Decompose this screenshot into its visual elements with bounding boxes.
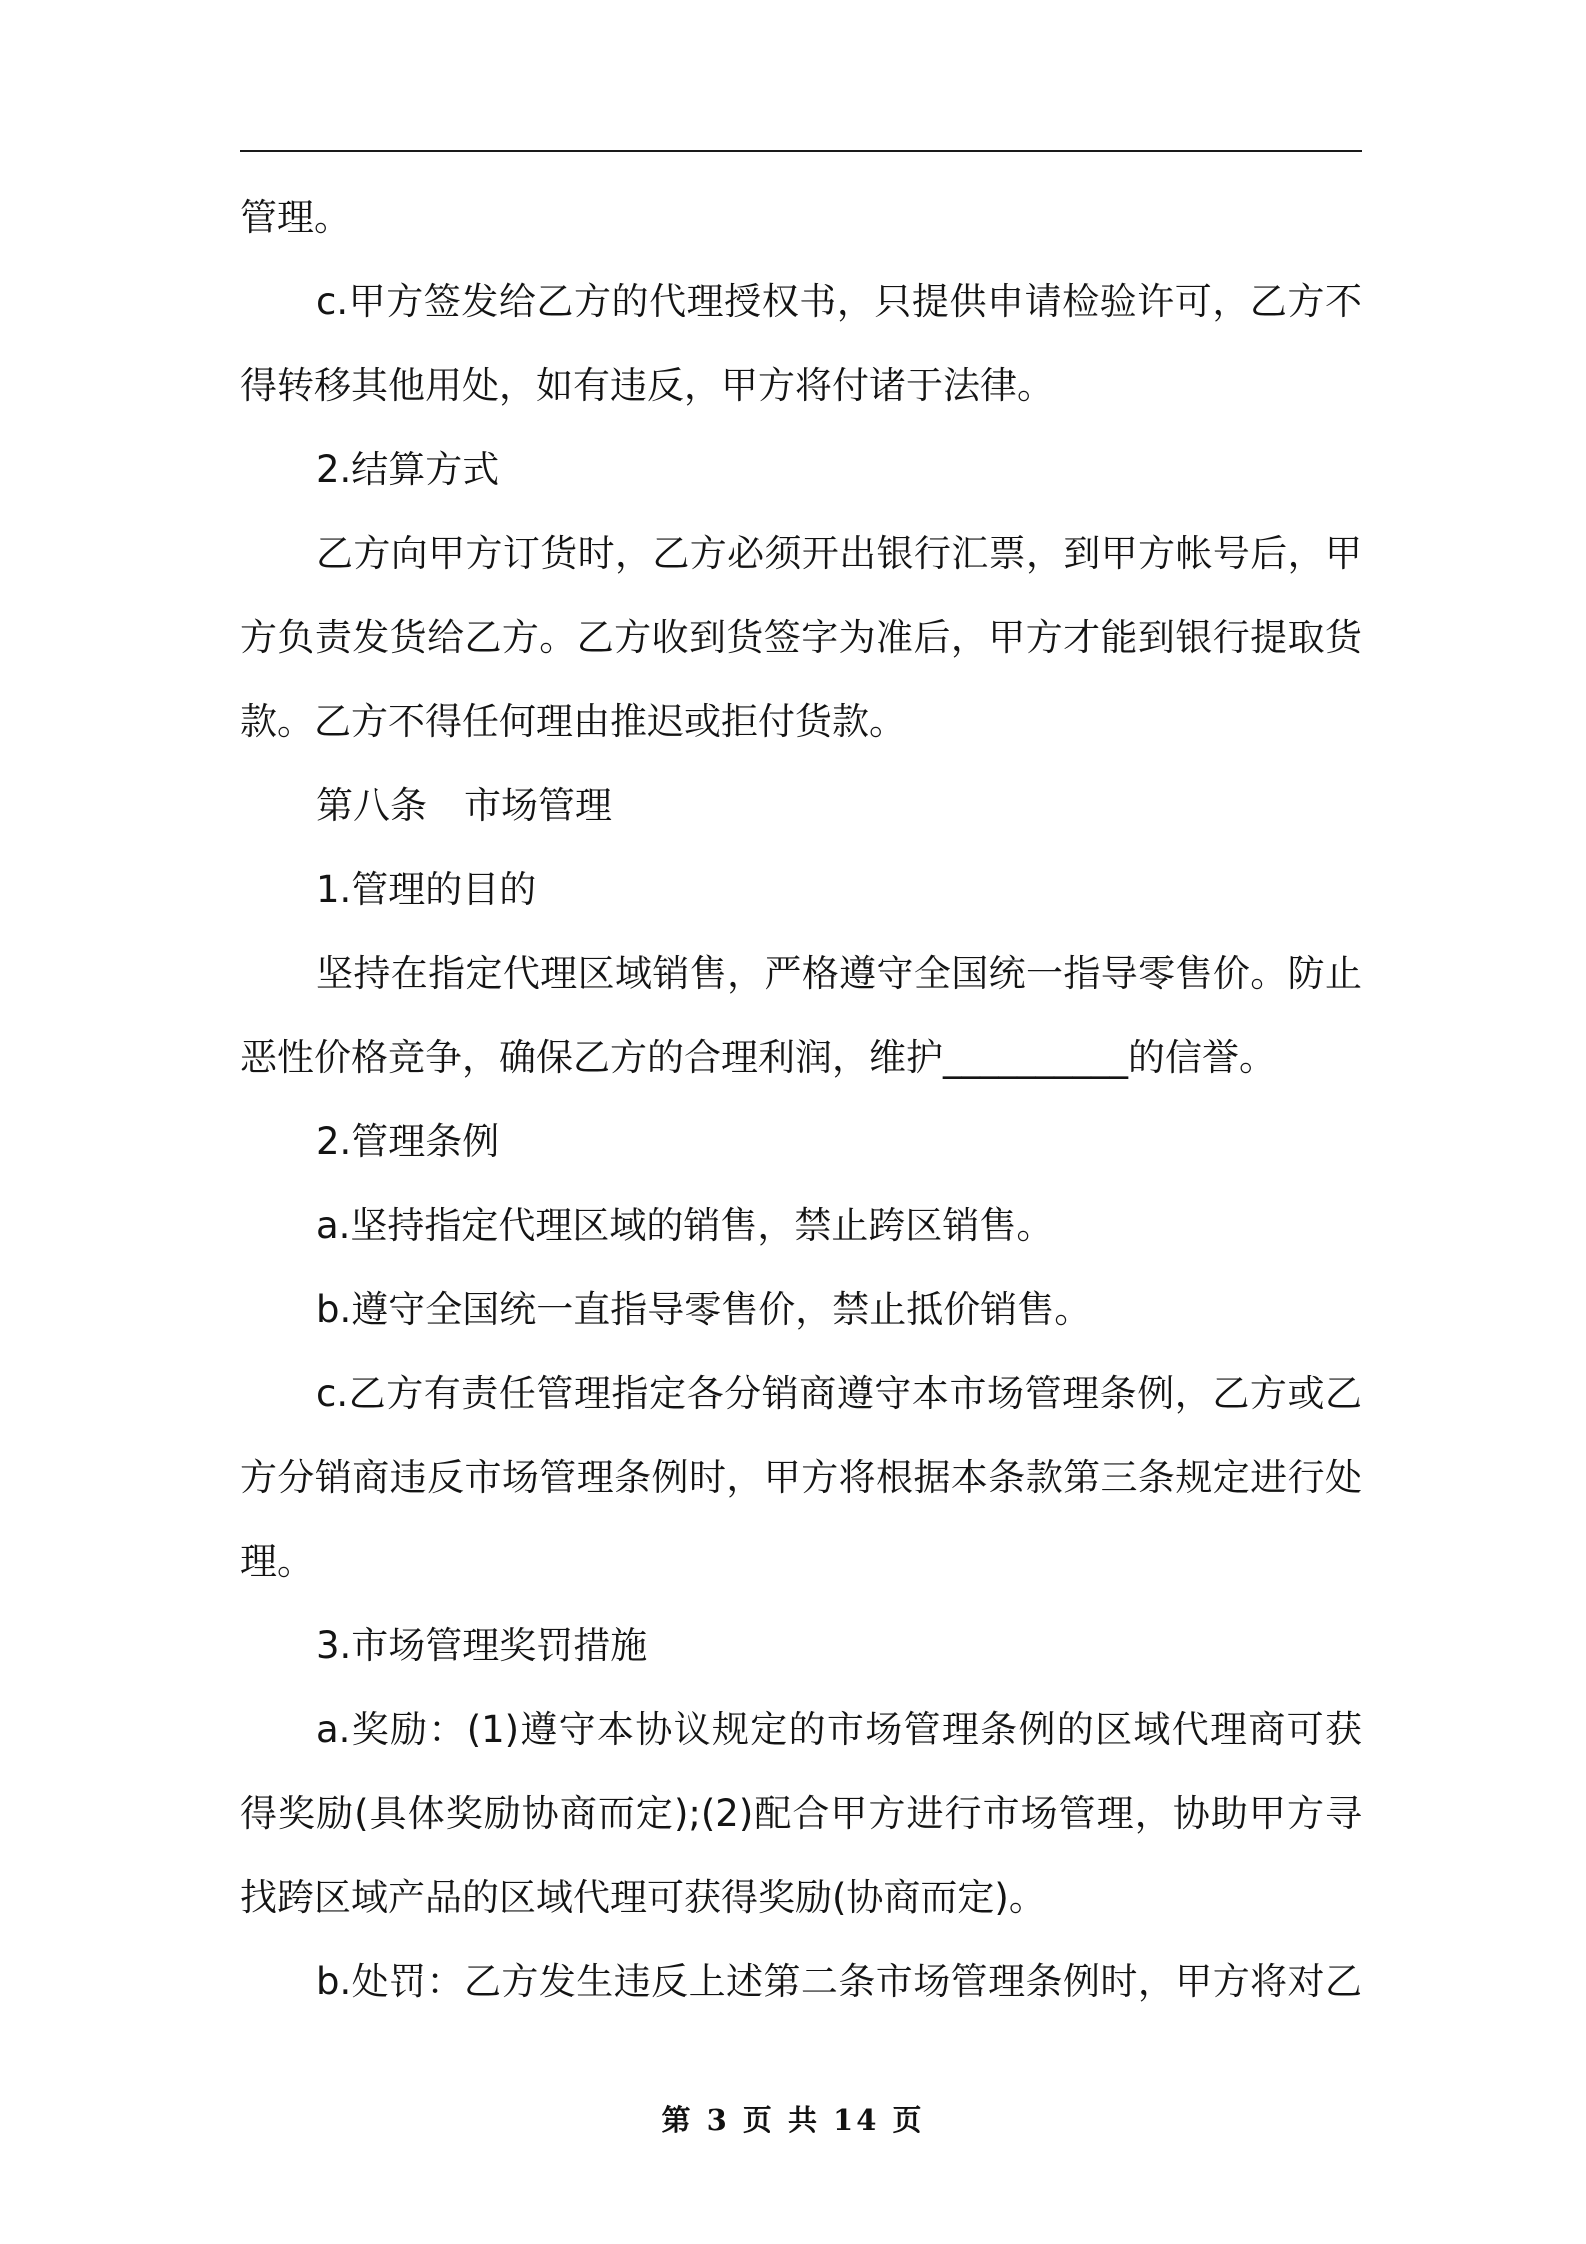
text-line: 方分销商违反市场管理条例时，甲方将根据本条款第三条规定进行处 [240,1456,1362,1499]
text-line: 方负责发货给乙方。乙方收到货签字为准后，甲方才能到银行提取货 [240,616,1362,659]
section-heading: 第八条 市场管理 [316,784,612,827]
text-line: 恶性价格竞争，确保乙方的合理利润，维护__________的信誉。 [240,1036,1276,1079]
text-line: 3.市场管理奖罚措施 [316,1624,648,1667]
text-line: 坚持在指定代理区域销售，严格遵守全国统一指导零售价。防止 [316,952,1362,995]
text-line: 乙方向甲方订货时，乙方必须开出银行汇票，到甲方帐号后，甲 [316,532,1362,575]
page-footer: 第 3 页 共 14 页 [661,2103,925,2137]
text-line: 得转移其他用处，如有违反，甲方将付诸于法律。 [240,364,1054,407]
text-line: c.乙方有责任管理指定各分销商遵守本市场管理条例，乙方或乙 [316,1372,1362,1415]
text-line: 得奖励(具体奖励协商而定);(2)配合甲方进行市场管理，协助甲方寻 [240,1792,1362,1835]
text-line: a.奖励：(1)遵守本协议规定的市场管理条例的区域代理商可获 [316,1708,1362,1751]
text-line: 1.管理的目的 [316,868,537,911]
text-line: 找跨区域产品的区域代理可获得奖励(协商而定)。 [240,1876,1046,1919]
text-line: a.坚持指定代理区域的销售，禁止跨区销售。 [316,1204,1054,1247]
text-line: b.遵守全国统一直指导零售价，禁止抵价销售。 [316,1288,1092,1331]
text-line: c.甲方签发给乙方的代理授权书，只提供申请检验许可，乙方不 [316,280,1362,323]
text-line: 款。乙方不得任何理由推迟或拒付货款。 [240,700,906,743]
text-line: 2.管理条例 [316,1120,500,1163]
text-line: 2.结算方式 [316,448,500,491]
text-line: 理。 [240,1540,314,1583]
text-line: 管理。 [240,196,351,239]
header-rule [240,150,1362,152]
text-line: b.处罚：乙方发生违反上述第二条市场管理条例时，甲方将对乙 [316,1960,1362,2003]
body-text [240,176,1362,2024]
